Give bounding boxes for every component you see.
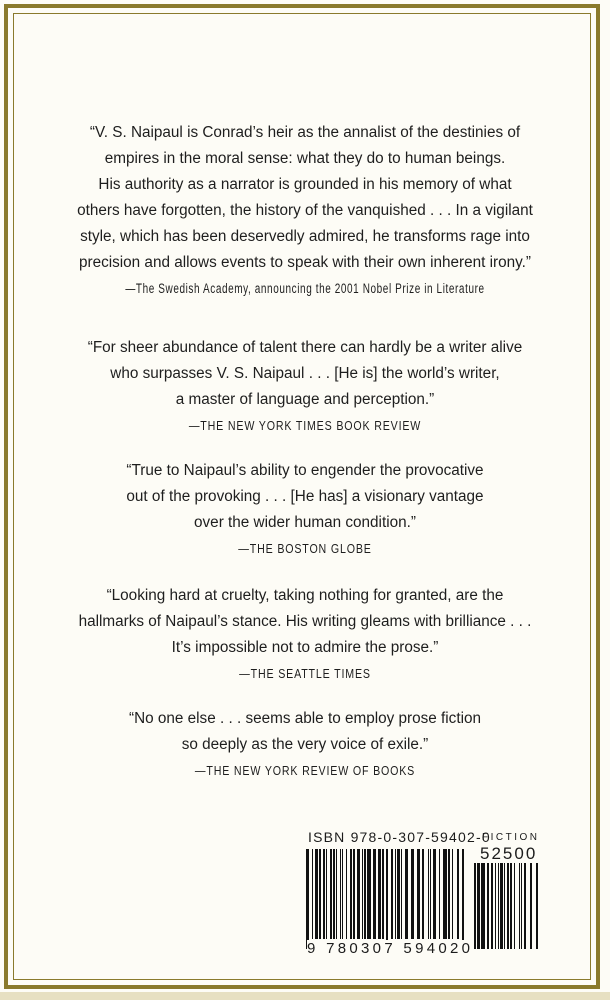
- quote-line: “Looking hard at cruelty, taking nothing for granted, are the: [106, 587, 504, 604]
- barcode-bar: [411, 849, 414, 939]
- quote-attribution: —The Swedish Academy, announcing the 2001 Nobel Prize in Literature: [125, 281, 485, 296]
- barcode-bar: [340, 849, 341, 939]
- barcode-bar: [477, 863, 480, 949]
- barcode-bar: [330, 849, 332, 939]
- quote-line: “For sheer abundance of talent there can hardly be a writer alive: [87, 339, 523, 356]
- barcode-bar: [391, 849, 393, 939]
- quote-line: who surpasses V. S. Naipaul . . . [He is] the world’s writer,: [110, 365, 500, 382]
- barcode-bar: [510, 863, 512, 949]
- barcode-bar: [462, 849, 464, 949]
- barcode-bar: [315, 849, 318, 939]
- quote-line: over the wider human condition.”: [194, 514, 416, 531]
- barcode-bar: [443, 849, 447, 939]
- price-code: 52500: [480, 844, 538, 863]
- category-label: FICTION: [482, 832, 540, 843]
- quote-line: others have forgotten, the history of the vanquished . . . In a vigilant: [77, 202, 533, 219]
- barcode-bar: [495, 863, 496, 949]
- barcode-bar: [457, 849, 459, 939]
- barcode-bar: [346, 849, 347, 939]
- barcode-bar: [353, 849, 355, 939]
- barcode-bar: [395, 849, 396, 939]
- barcode-bar: [433, 849, 436, 939]
- barcode-bar: [417, 849, 420, 939]
- quote-attribution: —THE NEW YORK TIMES BOOK REVIEW: [188, 418, 422, 433]
- barcode-bar: [405, 849, 408, 939]
- barcode-bar: [507, 863, 509, 949]
- barcode-bar: [430, 849, 431, 939]
- barcode-bar: [367, 849, 371, 939]
- barcode-bar: [519, 863, 520, 949]
- barcode-bar: [333, 849, 335, 939]
- quote-line: precision and allows events to speak with their own inherent irony.”: [78, 254, 532, 271]
- barcode-bar: [521, 863, 522, 949]
- barcode-bar: [319, 849, 321, 939]
- barcode-bar: [422, 849, 424, 939]
- barcode-bar: [401, 849, 402, 939]
- barcode-bar: [326, 849, 327, 939]
- barcode-bar: [378, 849, 381, 939]
- price-addon-barcode: [474, 863, 542, 949]
- barcode-bar: [336, 849, 337, 939]
- quote-ny-review-of-books: [40, 706, 570, 784]
- barcode-bar: [487, 863, 489, 949]
- barcode-bar: [504, 863, 505, 949]
- barcode-bar: [448, 849, 450, 939]
- barcode-bar: [530, 863, 532, 949]
- quote-line: “True to Naipaul’s ability to engender the provocative: [126, 462, 484, 479]
- barcode-bar: [524, 863, 526, 949]
- barcode-digits: 9 780307 594020: [307, 940, 474, 957]
- quote-line: hallmarks of Naipaul’s stance. His writing gleams with brilliance . . .: [78, 613, 532, 630]
- barcode-bar: [397, 849, 400, 939]
- quote-line: a master of language and perception.”: [175, 391, 435, 408]
- barcode-bar: [306, 849, 309, 949]
- quote-attribution: —THE SEATTLE TIMES: [239, 666, 371, 681]
- barcode-bar: [350, 849, 352, 939]
- barcode-bar: [536, 863, 538, 949]
- bottom-edge-strip: [0, 992, 610, 1000]
- barcode-bar: [362, 849, 363, 939]
- barcode-bar: [312, 849, 313, 939]
- quote-line: empires in the moral sense: what they do to human beings.: [104, 150, 506, 167]
- barcode-bar: [357, 849, 360, 939]
- barcode-bar: [514, 863, 515, 949]
- barcode-bar: [500, 863, 503, 949]
- barcode-bar: [373, 849, 376, 939]
- barcode-bar: [364, 849, 366, 939]
- barcode-bar: [452, 849, 453, 939]
- barcode-bar: [428, 849, 429, 939]
- quote-boston-globe: [40, 458, 570, 562]
- quote-attribution: —THE NEW YORK REVIEW OF BOOKS: [194, 763, 416, 778]
- quote-line: His authority as a narrator is grounded in his memory of what: [98, 176, 512, 193]
- quote-line: so deeply as the very voice of exile.”: [181, 736, 429, 753]
- barcode-bar: [491, 863, 493, 949]
- ean-barcode: [306, 849, 466, 949]
- quote-swedish-academy: [40, 120, 570, 302]
- barcode-bar: [323, 849, 325, 939]
- barcode-bar: [386, 849, 388, 949]
- quote-line: out of the provoking . . . [He has] a visionary vantage: [126, 488, 484, 505]
- barcode-bar: [481, 863, 485, 949]
- quote-attribution: —THE BOSTON GLOBE: [238, 541, 372, 556]
- quote-line: “V. S. Naipaul is Conrad’s heir as the annalist of the destinies of: [89, 124, 521, 141]
- barcode-bar: [474, 863, 476, 949]
- barcode-bar: [498, 863, 499, 949]
- quote-line: style, which has been deservedly admired, he transforms rage into: [80, 228, 530, 245]
- quote-nyt-book-review: [40, 335, 570, 439]
- isbn-text: ISBN 978-0-307-59402-0: [308, 829, 491, 845]
- quote-line: “No one else . . . seems able to employ prose fiction: [128, 710, 481, 727]
- quote-line: It’s impossible not to admire the prose.”: [171, 639, 439, 656]
- barcode-bar: [439, 849, 440, 939]
- quote-seattle-times: [40, 583, 570, 687]
- barcode-bar: [342, 849, 343, 939]
- barcode-bar: [382, 849, 384, 939]
